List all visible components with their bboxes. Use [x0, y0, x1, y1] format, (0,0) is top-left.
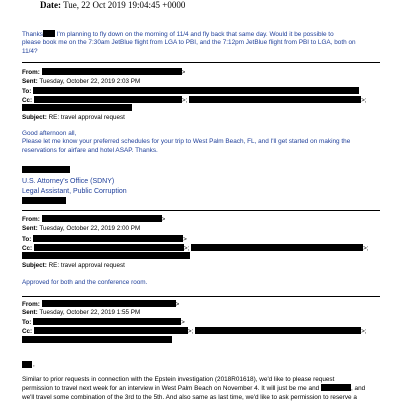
email-sent-row: Sent: Tuesday, October 22, 2019 2:00 PM — [22, 225, 141, 232]
email-body: Approved for both and the conference room. — [22, 279, 148, 286]
email-to-row: To: — [22, 87, 359, 95]
email-from-row: From: > — [22, 301, 180, 308]
redaction — [33, 87, 359, 94]
email-to-row: To: > — [22, 319, 185, 326]
email-body: Good afternoon all, Please let me know your preferred schedules for your trip to West Palm Beach, FL, and I'll get started on making the reservations for airfare and hotel ASAP. Thanks. — [22, 130, 351, 154]
redaction — [22, 336, 172, 343]
email-sent-row: Sent: Tuesday, October 22, 2019 1:55 PM — [22, 309, 141, 316]
email-cc-row: Cc: >; >; — [22, 97, 367, 104]
redaction — [34, 244, 184, 251]
email-cc-row: Cc: >; >; — [22, 245, 369, 252]
email-sent-row: Sent: Tuesday, October 22, 2019 2:03 PM — [22, 78, 141, 85]
email-to-row: To: > — [22, 236, 187, 243]
redaction — [34, 96, 182, 103]
email-date-header — [40, 0, 185, 10]
redaction — [22, 361, 32, 368]
separator — [22, 62, 380, 63]
redaction — [22, 197, 66, 204]
redaction — [189, 96, 361, 103]
redaction — [33, 318, 181, 325]
redaction — [42, 300, 176, 307]
email-from-row: From: > — [22, 216, 166, 223]
redaction — [33, 235, 183, 242]
reply-message: Thanks I'm planning to fly down on the morning of 11/4 and fly back that same day. Would it be possible to please book me on the 7:30am JetBlue flight from LGA to PBI, and the 7:12pm JetBlue flight from PBI to LGA, both on 11/4? — [22, 31, 356, 55]
date-label: Date: — [40, 0, 61, 10]
redaction — [22, 166, 70, 173]
document-page: Date: Tue, 22 Oct 2019 19:04:45 +0000 Thanks I'm planning to fly down on the morning of 11/4 and fly back that same day. Would it be possible to please book me on the 7:30am JetBlue flight from LGA to PBI, and the 7:12pm JetBlue flight from PBI to LGA, both on 11/4? From: > Sent: Tuesday, October 22, 2019 2:03 PM To: Cc: >; >; Subject: RE: travel approval request Good afternoon all, Please let me know your preferred schedules for your trip to West Palm Beach, FL, and I'll get started on making the reservations for airfare and hotel ASAP. Thanks. U.S. Attorney's Office (SDNY) Legal Assistant, Public Corruption From: > Sent: Tuesday, October 22, 2019 2:00 PM To: > Cc: >; >; Subject: RE: travel approval request Approved for both and the conference room. From: > Sent: Tuesday, October 22, 2019 1:55 PM To: > Cc: >; >; , Similar to prior requests in connection with the Epstein investigation (2018R01618), we'd like to please request permission to travel next week for an interview in West Palm Beach on November 4. It will just be me and , and we'll travel some combination of the 3rd to the 5th. And also same as last time, we'd like to ask permission to reserve a — [0, 0, 400, 400]
redaction — [42, 68, 182, 75]
date-value: Tue, 22 Oct 2019 19:04:45 +0000 — [63, 0, 186, 10]
redaction — [195, 327, 361, 334]
redaction — [43, 30, 55, 37]
redaction — [34, 327, 188, 334]
email-subject-row: Subject: RE: travel approval request — [22, 262, 125, 269]
redaction — [22, 104, 132, 111]
email-cc-row: Cc: >; >; — [22, 328, 367, 335]
separator — [22, 296, 380, 297]
email-body: Similar to prior requests in connection with the Epstein investigation (2018R01618), we'd like to please request permission to travel next week for an interview in West Palm Beach on November 4. It will just be me and , and we'll travel some combination of the 3rd to the 5th. And also same as last time, we'd like to ask permission to reserve a — [22, 376, 366, 401]
redaction — [22, 252, 190, 259]
email-from-row: From: > — [22, 69, 186, 76]
redaction — [321, 384, 351, 391]
signature: U.S. Attorney's Office (SDNY) Legal Assistant, Public Corruption — [22, 178, 127, 195]
email-subject-row: Subject: RE: travel approval request — [22, 114, 125, 121]
separator — [22, 210, 380, 211]
redaction — [191, 244, 363, 251]
redaction — [42, 215, 162, 222]
